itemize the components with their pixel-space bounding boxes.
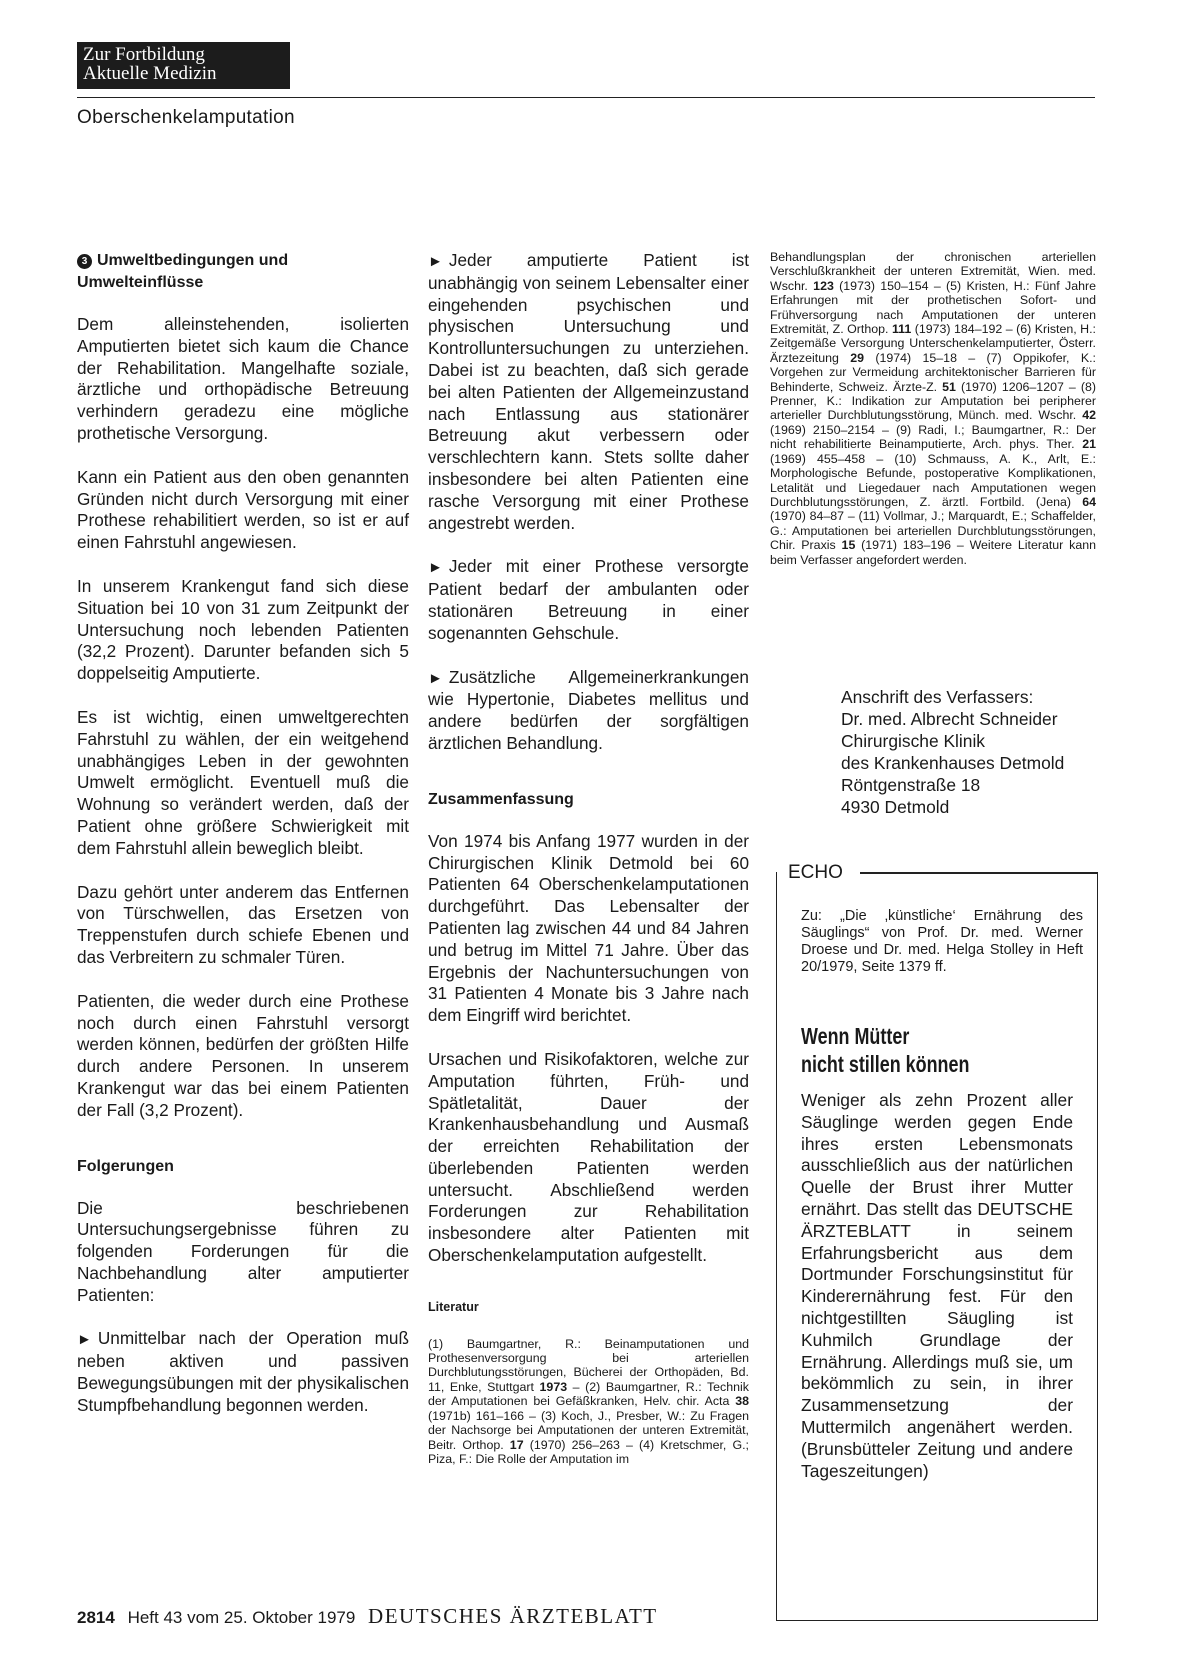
literature-list <box>428 1337 749 1467</box>
bullet-triangle-icon: ► <box>428 559 443 577</box>
reference-text: (1971) 183–196 – Weitere Literatur kann beim Verfasser angefordert werden. <box>770 538 1096 567</box>
bullet-text: Zusätzliche Allgemeinerkrankungen wie Hypertonie, Diabetes mellitus und andere bedürfen der sorgfältigen ärztlichen Behandlung. <box>428 666 749 753</box>
reference-volume: 38 <box>735 1394 749 1409</box>
reference-text: (1970) 1206–1207 – (8) Prenner, K.: Indikation zur Amputation bei peripherer arterieller Durchblutungsstörung, Münch. med. Wschr. <box>770 379 1096 423</box>
column-2 <box>428 250 749 1466</box>
paragraph: Patienten, die weder durch eine Prothese noch durch einen Fahrstuhl versorgt werden können, bedürfen der größten Hilfe durch andere Personen. In unserem Krankengut war das bei einem Patienten der Fall (3,2 Prozent). <box>77 990 409 1120</box>
literature-heading: Literatur <box>428 1299 479 1314</box>
address-line: Chirurgische Klinik <box>841 731 986 751</box>
bullet-triangle-icon: ► <box>428 253 443 270</box>
bullet-text: Jeder mit einer Prothese versorgte Patient bedarf der ambulanten oder stationären Betreuung in einer sogenannten Gehschule. <box>428 556 749 643</box>
bullet-paragraph <box>428 667 749 755</box>
reference-text: (1973) 150–154 – (5) Kristen, H.: Fünf Jahre Erfahrungen mit der prothetischen Sofort- und Frühversorgung nach Amputationen der unteren Extremität, Z. Orthop. <box>770 278 1096 337</box>
reference-text: (1) Baumgartner, R.: Beinamputationen und Prothesenversorgung bei arteriellen Durchblutungsstörungen, Bücherei der Orthopäden, Bd. 11, Enke, Stuttgart <box>428 1336 749 1394</box>
reference-text: (1969) 455–458 – (10) Schmauss, A. K., Arlt, E.: Morphologische Befunde, postoperative Komplikationen, Letalität und Liegedauer nach Amputationen wegen Durchblutungsstörungen, Z. ärztl. Fortbild. (Jena) <box>770 451 1096 509</box>
echo-body: Weniger als zehn Prozent aller Säuglinge werden gegen Ende ihres ersten Lebensmonats ausschließlich aus der natürlichen Quelle der Brust ihrer Mutter ernährt. Das stellt das DEUTSCHE ÄRZTEBLATT in seinem Erfahrungsbericht aus dem Dortmunder Forschungsinstitut für Kinderernährung fest. Für den nichtgestillten Säugling ist Kuhmilch Grundlage der Ernährung. Allerdings muß sie, um bekömmlich zu sein, in ihrer Zusammensetzung der Muttermilch angenähert werden. (Brunsbütteler Zeitung und andere Tageszeitungen) <box>801 1090 1073 1481</box>
bullet-triangle-icon: ► <box>77 1331 92 1349</box>
echo-label: ECHO <box>788 862 843 883</box>
journal-name: DEUTSCHES ÄRZTEBLATT <box>368 1604 658 1628</box>
paragraph: Dem alleinstehenden, isolierten Amputierten bietet sich kaum die Chance der Rehabilitation. Mangelhafte soziale, ärztliche und orthopädische Betreuung verhindern geradezu eine mögliche prothetische Versorgung. <box>77 314 409 443</box>
heading-umwelt-line1: Umweltbedingungen und <box>97 252 289 269</box>
reference-volume: 15 <box>841 538 856 553</box>
paragraph: Ursachen und Risikofaktoren, welche zur Amputation führten, Früh- und Spätletalität, Dauer der Krankenhausbehandlung und Ausmaß der erreichten Rehabilitation der überlebenden Patienten werden untersucht. Abschließend werden Forderungen zur Rehabilitation insbesondere alter Patienten mit Oberschenkelamputation aufgestellt. <box>428 1048 749 1266</box>
reference-text: – (2) Baumgartner, R.: Technik der Amputationen bei Gefäßkranken, Helv. chir. Acta <box>428 1379 749 1409</box>
paragraph: Dazu gehört unter anderem das Entfernen von Türschwellen, das Ersetzen von Treppenstufen durch schiefe Ebenen und das Verbreitern zu schmaler Türen. <box>77 881 409 967</box>
page-number: 2814 <box>77 1608 115 1627</box>
paragraph: Von 1974 bis Anfang 1977 wurden in der Chirurgischen Klinik Detmold bei 60 Patienten 64 Oberschenkelamputationen durchgeführt. Das Lebensalter der Patienten lag zwischen 44 und 84 Jahren und betrug im Mittel 71 Jahre. Über das Ergebnis der Nachuntersuchungen von 31 Patienten 4 Monate bis 3 Jahre nach dem Eingriff wird berichtet. <box>428 830 749 1026</box>
bullet-triangle-icon: ► <box>428 669 443 687</box>
address-line: Röntgenstraße 18 <box>841 775 981 795</box>
reference-volume: 64 <box>1082 494 1096 509</box>
bullet-text: Jeder amputierte Patient ist unabhängig von seinem Lebensalter einer eingehenden psychischen und physischen Untersuchung und Kontrolluntersuchungen zu unterziehen. Dabei ist zu beachten, daß sich gerade bei alten Patienten der Allgemeinzustand nach Entlassung aus stationärer Betreuung akut verbessern oder verschlechtern kann. Stets sollte daher insbesondere bei alten Patienten eine rasche Versorgung mit einer Prothese angestrebt werden. <box>428 250 749 533</box>
reference-text: (1973) 184–192 – (6) Kristen, H.: Zeitgemäße Versorgung Unterschenkelamputierter, Österr. Ärztezeitung <box>770 322 1096 365</box>
rubric-box <box>77 42 290 89</box>
reference-year: 1973 <box>539 1379 568 1394</box>
address-line: Dr. med. Albrecht Schneider <box>841 709 1058 729</box>
column-1 <box>77 250 409 1439</box>
reference-volume: 29 <box>850 350 865 365</box>
echo-box-top-rule <box>860 872 1098 874</box>
reference-volume: 21 <box>1082 437 1096 452</box>
reference-text: (1971b) 161–166 – (3) Koch, J., Presber, W.: Zu Fragen der Nachsorge bei Amputationen der unteren Extremität, Beitr. Orthop. <box>428 1408 749 1452</box>
address-line: 4930 Detmold <box>841 797 950 817</box>
echo-title-line2: nicht stillen können <box>801 1051 970 1077</box>
heading-folgerungen: Folgerungen <box>77 1157 174 1175</box>
bullet-paragraph <box>428 556 749 644</box>
address-line: des Krankenhauses Detmold <box>841 753 1065 773</box>
reference-volume: 42 <box>1082 408 1096 423</box>
rubric-line-2: Aktuelle Medizin <box>83 63 217 84</box>
column-3 <box>770 250 1096 567</box>
paragraph: Es ist wichtig, einen umweltgerechten Fahrstuhl zu wählen, der ein weitgehend unabhängiges Leben in der gewohnten Umwelt ermöglicht. Eventuell muß die Wohnung so verändert werden, daß der Patient ohne größere Schwierigkeit mit dem Fahrstuhl allein beweglich bleibt. <box>77 706 409 858</box>
bullet-paragraph <box>428 250 749 534</box>
echo-title-line1: Wenn Mütter <box>801 1023 910 1049</box>
heading-zusammenfassung: Zusammenfassung <box>428 790 574 808</box>
rubric-line-1: Zur Fortbildung <box>83 44 205 65</box>
reference-volume: 51 <box>942 379 956 394</box>
paragraph: Kann ein Patient aus den oben genannten Gründen nicht durch Versorgung mit einer Prothese rehabilitiert werden, so ist er auf einen Fahrstuhl angewiesen. <box>77 466 409 553</box>
heading-umwelt-line2: Umwelteinflüsse <box>77 274 204 291</box>
reference-text: (1970) 84–87 – (11) Vollmar, J.; Marquardt, E.; Schaffelder, G.: Amputationen bei arteriellen Durchblutungsstörungen, Chir. Praxis <box>770 509 1096 553</box>
page-footer <box>77 1604 658 1629</box>
literature-continued <box>770 250 1096 567</box>
reference-text: (1969) 2150–2154 – (9) Radi, I.; Baumgartner, R.: Der nicht rehabilitierte Beinamputierte, Arch. phys. Ther. <box>770 422 1096 452</box>
echo-intro: Zu: „Die ‚künstliche‘ Ernährung des Säuglings“ von Prof. Dr. med. Werner Droese und Dr. med. Helga Stolley in Heft 20/1979, Seite 1379 ff. <box>801 908 1083 975</box>
author-address <box>841 686 1064 818</box>
reference-volume: 17 <box>509 1437 524 1452</box>
bullet-text: Unmittelbar nach der Operation muß neben aktiven und passiven Bewegungsübungen mit der physikalischen Stumpfbehandlung begonnen werden. <box>77 1328 409 1415</box>
reference-text: (1970) 256–263 – (4) Kretschmer, G.; Piza, F.: Die Rolle der Amputation im <box>428 1437 749 1466</box>
echo-title <box>801 1022 969 1078</box>
paragraph: In unserem Krankengut fand sich diese Situation bei 10 von 31 zum Zeitpunkt der Untersuchung noch lebenden Patienten (32,2 Prozent). Darunter befanden sich 5 doppelseitig Amputierte. <box>77 575 409 684</box>
bullet-paragraph <box>77 1328 409 1416</box>
section-number-badge: 3 <box>77 254 92 269</box>
header-rule <box>77 97 1095 98</box>
address-line: Anschrift des Verfassers: <box>841 687 1034 707</box>
heading-umwelt <box>77 250 409 294</box>
reference-volume: 111 <box>891 322 912 337</box>
paragraph: Die beschriebenen Untersuchungsergebnisse führen zu folgenden Forderungen für die Nachbehandlung alter amputierter Patienten: <box>77 1197 409 1305</box>
reference-text: (1974) 15–18 – (7) Oppikofer, K.: Vorgehen zur Vermeidung architektonischer Barrieren für Behinderte, Schweiz. Ärzte-Z. <box>770 350 1096 394</box>
reference-text: Behandlungsplan der chronischen arteriellen Verschlußkrankheit der unteren Extremität, Wien. med. Wschr. <box>770 250 1096 293</box>
reference-volume: 123 <box>813 278 834 293</box>
issue-info: Heft 43 vom 25. Oktober 1979 <box>127 1608 356 1627</box>
section-title: Oberschenkelamputation <box>77 107 295 128</box>
